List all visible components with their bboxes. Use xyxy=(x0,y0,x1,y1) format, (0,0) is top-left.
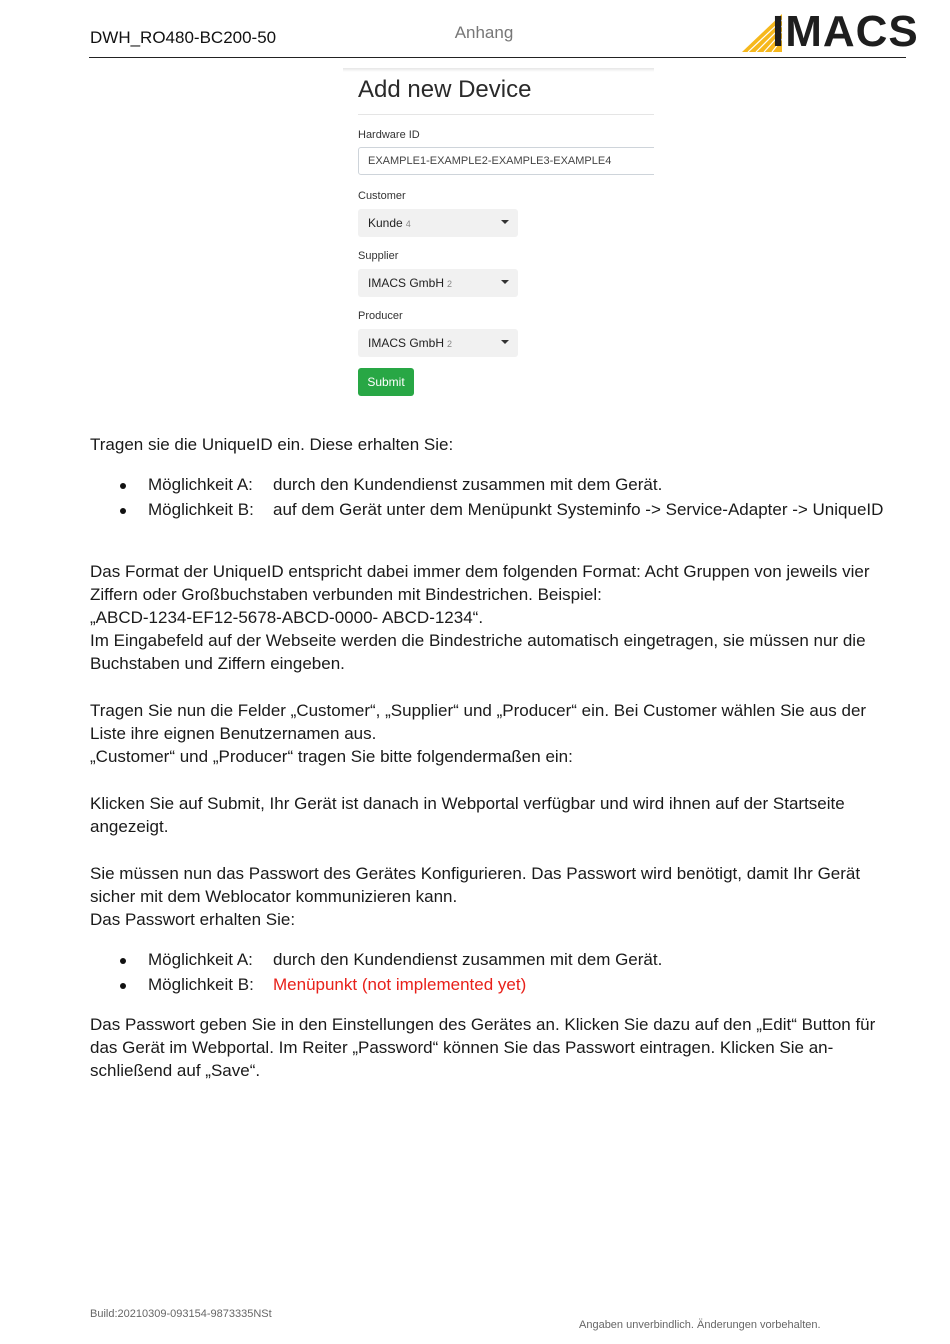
bullet-icon xyxy=(120,483,126,489)
customer-value: Kunde xyxy=(368,216,403,230)
list-item xyxy=(90,498,920,523)
producer-select[interactable] xyxy=(358,329,518,357)
text-line: Liste ihre eignen Benutzernamen aus. xyxy=(90,724,377,743)
bullet-icon xyxy=(120,983,126,989)
text-line: Im Eingabefeld auf der Webseite werden die Bindestriche automatisch eingetragen, sie müssen nur die xyxy=(90,631,866,650)
form-title-divider xyxy=(358,114,654,115)
hardware-id-input[interactable]: EXAMPLE1-EXAMPLE2-EXAMPLE3-EXAMPLE4 xyxy=(358,147,654,175)
text-line: Sie müssen nun das Passwort des Gerätes Konfigurieren. Das Passwort wird benötigt, damit Ihr Gerät xyxy=(90,864,861,883)
text-line: „ABCD-1234-EF12-5678-ABCD-0000- ABCD-1234“. xyxy=(90,608,484,627)
option-label: Möglichkeit B: xyxy=(148,499,254,519)
customer-select[interactable] xyxy=(358,209,518,237)
list-item xyxy=(90,948,920,973)
text-line: Ziffern oder Großbuchstaben verbunden mit Bindestrichen. Beispiel: xyxy=(90,585,602,604)
submit-button[interactable]: Submit xyxy=(358,368,414,396)
text-line: Buchstaben und Ziffern eingeben. xyxy=(90,654,345,673)
text-line: angezeigt. xyxy=(90,817,169,836)
text-line: das Gerät im Webportal. Im Reiter „Password“ können Sie das Passwort eintragen. Klicken Sie an- xyxy=(90,1038,834,1057)
logo-wordmark: IMACS xyxy=(772,7,919,56)
paragraph-password-settings xyxy=(90,1013,910,1082)
supplier-count: 2 xyxy=(447,279,453,289)
password-options-list xyxy=(90,948,920,997)
producer-value: IMACS GmbH xyxy=(368,336,445,350)
option-text: durch den Kundendienst zusammen mit dem Gerät. xyxy=(273,950,663,969)
header-divider xyxy=(89,57,906,58)
paragraph-uniqueid-format xyxy=(90,560,910,675)
option-label: Möglichkeit A: xyxy=(148,950,253,969)
list-item xyxy=(90,973,920,998)
chevron-down-icon xyxy=(501,280,509,284)
text-line: Das Format der UniqueID entspricht dabei immer dem folgenden Format: Acht Gruppen von jeweils vier xyxy=(90,562,870,581)
text-line: schließend auf „Save“. xyxy=(90,1061,261,1080)
build-info: Build:20210309-093154-9873335NSt xyxy=(90,1308,272,1320)
text-line: Tragen Sie nun die Felder „Customer“, „Supplier“ und „Producer“ ein. Bei Customer wählen Sie aus der xyxy=(90,701,867,720)
producer-label: Producer xyxy=(358,310,403,322)
producer-count: 2 xyxy=(447,339,453,349)
option-label: Möglichkeit A: xyxy=(148,475,253,494)
supplier-select[interactable] xyxy=(358,269,518,297)
bullet-icon xyxy=(120,958,126,964)
disclaimer: Angaben unverbindlich. Änderungen vorbehalten. xyxy=(579,1319,821,1331)
text-line: sicher mit dem Weblocator kommunizieren kann. xyxy=(90,887,458,906)
document-id: DWH_RO480-BC200-50 xyxy=(90,28,277,47)
text-line: Klicken Sie auf Submit, Ihr Gerät ist danach in Webportal verfügbar und wird ihnen auf der Startseite xyxy=(90,794,845,813)
chevron-down-icon xyxy=(501,340,509,344)
option-text: durch den Kundendienst zusammen mit dem Gerät. xyxy=(273,475,663,494)
paragraph-uniqueid-intro: Tragen sie die UniqueID ein. Diese erhalten Sie: xyxy=(90,435,454,454)
customer-count: 4 xyxy=(405,219,411,229)
supplier-label: Supplier xyxy=(358,250,399,262)
form-top-border xyxy=(343,68,654,72)
section-title: Anhang xyxy=(454,23,514,42)
chevron-down-icon xyxy=(501,220,509,224)
option-label: Möglichkeit B: xyxy=(148,974,254,994)
option-text-not-implemented: Menüpunkt (not implemented yet) xyxy=(273,974,527,994)
text-line: Das Passwort geben Sie in den Einstellungen des Gerätes an. Klicken Sie dazu auf den „Edit“ Button für xyxy=(90,1015,876,1034)
list-item xyxy=(90,473,920,498)
option-text: auf dem Gerät unter dem Menüpunkt Systeminfo -> Service-Adapter -> UniqueID xyxy=(273,499,884,519)
paragraph-password xyxy=(90,862,910,931)
supplier-value: IMACS GmbH xyxy=(368,276,445,290)
paragraph-fields xyxy=(90,699,910,768)
uniqueid-options-list xyxy=(90,473,920,522)
add-device-form-screenshot xyxy=(343,68,654,408)
paragraph-submit xyxy=(90,792,910,838)
customer-label: Customer xyxy=(358,190,406,202)
imacs-logo xyxy=(742,7,919,56)
hardware-id-label: Hardware ID xyxy=(358,129,420,141)
form-title: Add new Device xyxy=(358,76,532,103)
text-line: „Customer“ und „Producer“ tragen Sie bitte folgendermaßen ein: xyxy=(90,747,573,766)
bullet-icon xyxy=(120,508,126,514)
text-line: Das Passwort erhalten Sie: xyxy=(90,910,296,929)
